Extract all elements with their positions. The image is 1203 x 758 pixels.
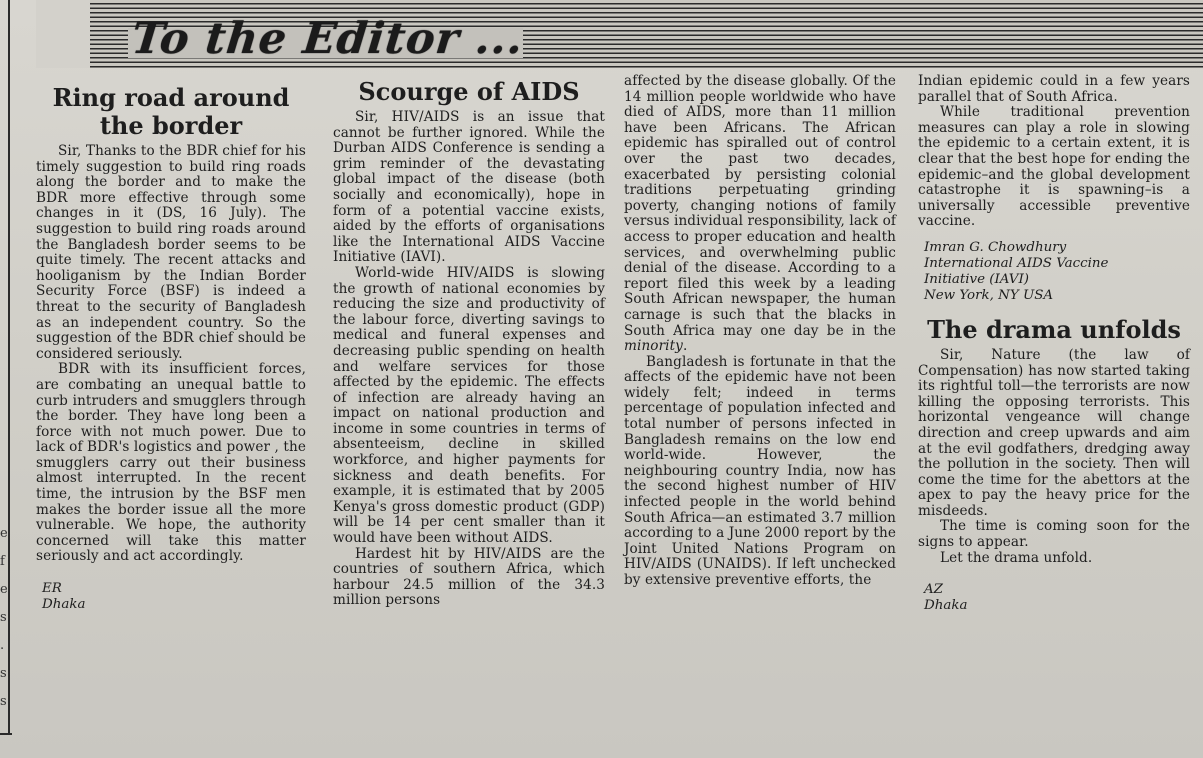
letter-body <box>333 110 605 609</box>
letter-body <box>36 144 306 565</box>
letter-scourge-of-aids <box>333 70 605 609</box>
paragraph-end: . <box>682 338 688 355</box>
letter-paragraph: BDR with its insufficient forces, are combating an unequal battle to curb intruders and smugglers through the border. They have long been a force with not much power. Due to lack of BDR's logistics and power , the smugglers carry out their business almost interrupted. In the recent time, the intrusion by the BSF men makes the border issue all the more vulnerable. We hope, the authority concerned will take this matter seriously and act accordingly. <box>36 361 306 565</box>
page-edge-rule <box>8 0 10 735</box>
letter-paragraph: Bangladesh is fortunate in that the affects of the epidemic have not been widely felt; indeed in terms percentage of population infected and total number of persons infected in Bangladesh remains on the low end world-wide. However, the neighbouring country India, now has the second highest number of HIV infected people in the world behind South Africa—an estimated 3.7 million according to a June 2000 report by the Joint United Nations Program on HIV/AIDS (UNAIDS). If left unchecked by extensive preventive efforts, the <box>624 353 896 588</box>
signature-affiliation: International AIDS Vaccine <box>924 255 1109 271</box>
header-left-gap <box>36 0 90 68</box>
letter-headline: Scourge of AIDS <box>358 77 580 106</box>
letter-paragraph: Indian epidemic could in a few years parallel that of South Africa. <box>918 73 1190 105</box>
letter-body <box>918 74 1190 230</box>
page-edge-rule-bottom <box>0 733 12 735</box>
edge-letter: f <box>0 554 5 569</box>
letter-signature <box>36 581 306 613</box>
letter-paragraph: Sir, HIV/AIDS is an issue that cannot be further ignored. While the Durban AIDS Conference is sending a grim reminder of the devastating global impact of the disease (both socially and economically), hope in form of a potential vaccine exists, aided by the efforts of organisations like the International AIDS Vaccine Initiative (IAVI). <box>333 109 605 266</box>
edge-letter: s <box>0 666 7 681</box>
edge-letter: s <box>0 694 7 709</box>
clipped-edge-letters <box>0 520 8 716</box>
letter-paragraph: Let the drama unfold. <box>940 549 1093 566</box>
edge-letter: s <box>0 610 7 625</box>
edge-letter: e <box>0 582 8 597</box>
letter-scourge-of-aids-continued <box>624 74 896 589</box>
letter-paragraph: Sir, Nature (the law of Compensation) has now started taking its rightful toll—the terrorists are now killing the opposing terrorists. This horizontal vengeance will change direction and creep upwards and aim at the evil godfathers, dredging away the pollution in the society. Then will come the time for the abettors at the apex to pay the heavy price for the misdeeds. <box>918 346 1190 519</box>
signature-place: Dhaka <box>42 597 86 613</box>
letter-body <box>624 74 896 589</box>
letter-headline: The drama unfolds <box>927 314 1181 344</box>
section-header-band <box>36 0 1203 68</box>
letter-paragraph: The time is coming soon for the signs to appear. <box>918 518 1190 551</box>
signature-affiliation: Initiative (IAVI) <box>924 271 1029 287</box>
signature-name: AZ <box>924 582 943 598</box>
letter-paragraph: World-wide HIV/AIDS is slowing the growth of national economies by reducing the size and productivity of the labour force, diverting savings to medical and funeral expenses and decreasing public spending on health and welfare services for those affected by the epidemic. The effects of infection are already having an impact on national production and income in some countries in terms of absenteeism, decline in skilled workforce, and higher payments for sickness and death benefits. For example, it is estimated that by 2005 Kenya's gross domestic product (GDP) will be 14 per cent smaller than it would have been without AIDS. <box>333 264 605 547</box>
signature-name: ER <box>42 581 62 597</box>
letter-ring-road <box>36 70 306 613</box>
edge-letter: e <box>0 526 8 541</box>
section-title: To the Editor ... <box>129 14 527 64</box>
letter-paragraph: While traditional prevention measures can play a role in slowing the epidemic to a certain extent, it is clear that the best hope for ending the epidemic–and the global development catastrophe it is spawning–is a universally accessible preventive vaccine. <box>918 104 1190 230</box>
letter-signature <box>918 240 1190 304</box>
letter-body <box>918 348 1190 566</box>
edge-letter: . <box>0 638 5 653</box>
signature-place: New York, NY USA <box>924 287 1054 303</box>
letter-paragraph: Hardest hit by HIV/AIDS are the countries of southern Africa, which harbour 24.5 million of the 34.3 million persons <box>333 545 605 609</box>
paragraph-text: affected by the disease globally. Of the 14 million people worldwide who have died of AIDS, more than 11 million have been Africans. The African epidemic has spiralled out of control over the past two decades, exacerbated by persisting colonial traditions perpetuating grinding poverty, changing notions of family versus individual responsibility, lack of access to proper education and health services, and overwhelming public denial of the disease. According to a report filed this week by a leading South African newspaper, the human carnage is such that the blacks in South Africa may one day be in the <box>624 73 896 339</box>
letter-paragraph: Sir, Thanks to the BDR chief for his timely suggestion to build ring roads along the border and to make the BDR more effective through some changes in it (DS, 16 July). The suggestion to build ring roads around the Bangladesh border seems to be quite timely. The recent attacks and hooliganism by the Indian Border Security Force (BSF) is indeed a threat to the security of Bangladesh as an independent country. So the suggestion of the BDR chief should be considered seriously. <box>36 143 306 362</box>
signature-place: Dhaka <box>924 598 968 614</box>
letter-column-four <box>918 74 1190 614</box>
emphasized-word: minority <box>624 338 683 355</box>
letter-headline: Ring road around the border <box>52 83 290 140</box>
signature-name: Imran G. Chowdhury <box>924 239 1067 255</box>
letter-signature <box>918 582 1190 614</box>
letter-paragraph <box>624 74 896 355</box>
